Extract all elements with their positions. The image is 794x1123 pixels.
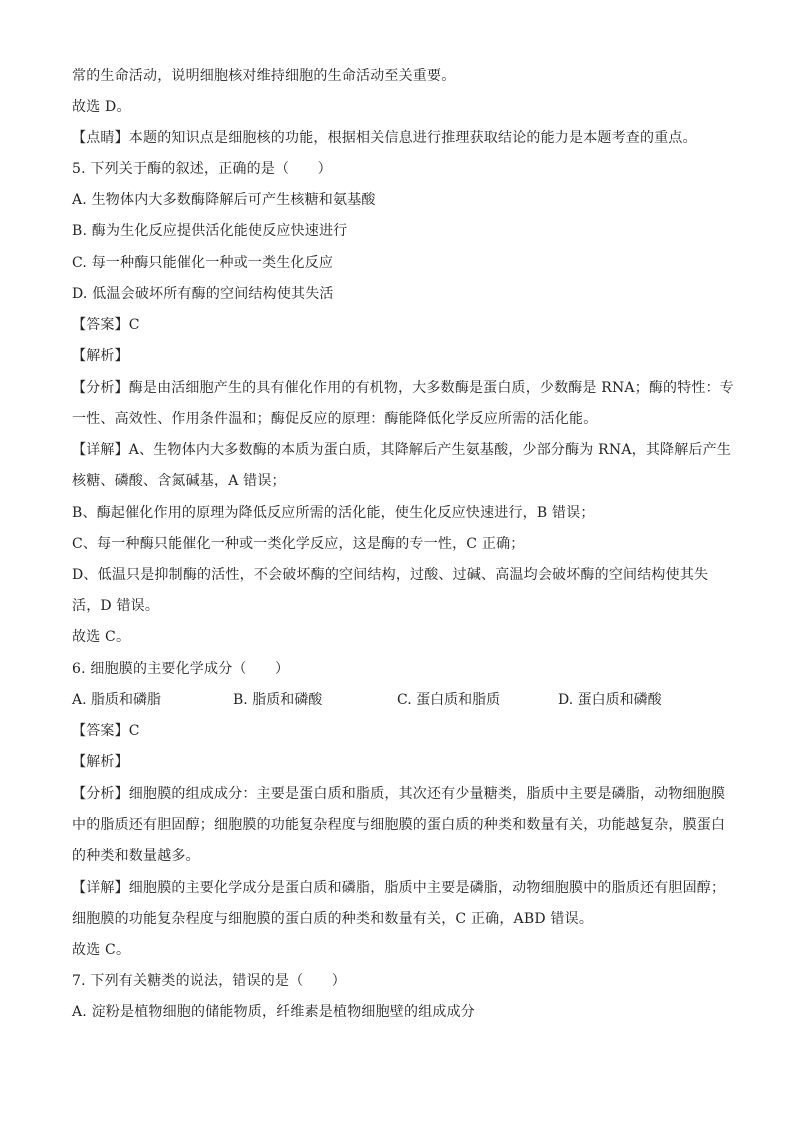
text-line: 一性、高效性、作用条件温和；酶促反应的原理：酶能降低化学反应所需的活化能。 xyxy=(72,411,598,427)
answer-label: 【答案】C xyxy=(72,723,140,739)
text-line: 常的生命活动，说明细胞核对维持细胞的生命活动至关重要。 xyxy=(72,68,456,84)
question-5-option-b: B. 酶为生化反应提供活化能使反应快速进行 xyxy=(72,223,348,239)
text-line: D、低温只是抑制酶的活性，不会破坏酶的空间结构，过酸、过碱、高温均会破坏酶的空间结构使其失 xyxy=(72,567,709,583)
question-6-option-d: D. 蛋白质和磷酸 xyxy=(558,692,662,708)
question-5-option-d: D. 低温会破坏所有酶的空间结构使其失活 xyxy=(72,286,334,302)
text-line: C、每一种酶只能催化一种或一类化学反应，这是酶的专一性，C 正确； xyxy=(72,536,525,552)
text-line: 故选 D。 xyxy=(72,99,131,115)
question-5-stem: 5. 下列关于酶的叙述，正确的是（ ） xyxy=(72,161,332,177)
question-7-stem: 7. 下列有关糖类的说法，错误的是（ ） xyxy=(72,973,347,989)
text-line: 【分析】细胞膜的组成成分：主要是蛋白质和脂质，其次还有少量糖类，脂质中主要是磷脂，动物细胞膜 xyxy=(72,786,726,802)
analysis-label: 【解析】 xyxy=(72,754,129,770)
text-line: 【点睛】本题的知识点是细胞核的功能，根据相关信息进行推理获取结论的能力是本题考查的重点。 xyxy=(72,130,697,146)
text-line: 【详解】A、生物体内大多数酶的本质为蛋白质，其降解后产生氨基酸，少部分酶为 RNA，其降解后产生 xyxy=(72,442,732,458)
question-6-option-a: A. 脂质和磷脂 xyxy=(72,692,162,708)
text-line: 中的脂质还有胆固醇；细胞膜的功能复杂程度与细胞膜的蛋白质的种类和数量有关，功能越复杂，膜蛋白 xyxy=(72,817,726,833)
text-line: 细胞膜的功能复杂程度与细胞膜的蛋白质的种类和数量有关，C 正确，ABD 错误。 xyxy=(72,911,594,927)
question-5-option-a: A. 生物体内大多数酶降解后可产生核糖和氨基酸 xyxy=(72,192,376,208)
text-line: 【分析】酶是由活细胞产生的具有催化作用的有机物，大多数酶是蛋白质，少数酶是 RNA；酶的特性：专 xyxy=(72,380,734,396)
answer-label: 【答案】C xyxy=(72,317,140,333)
text-line: 【详解】细胞膜的主要化学成分是蛋白质和磷脂，脂质中主要是磷脂，动物细胞膜中的脂质还有胆固醇； xyxy=(72,880,726,896)
text-line: 故选 C。 xyxy=(72,629,131,645)
question-6-option-b: B. 脂质和磷酸 xyxy=(233,692,323,708)
question-6-option-c: C. 蛋白质和脂质 xyxy=(397,692,501,708)
text-line: 故选 C。 xyxy=(72,942,131,958)
text-line: B、酶起催化作用的原理为降低反应所需的活化能，使生化反应快速进行，B 错误； xyxy=(72,505,595,521)
text-line: 活，D 错误。 xyxy=(72,598,160,614)
question-7-option-a: A. 淀粉是植物细胞的储能物质，纤维素是植物细胞壁的组成成分 xyxy=(72,1004,476,1020)
analysis-label: 【解析】 xyxy=(72,348,129,364)
question-6-stem: 6. 细胞膜的主要化学成分（ ） xyxy=(72,661,290,677)
text-line: 核糖、磷酸、含氮碱基，A 错误； xyxy=(72,473,286,489)
text-line: 的种类和数量越多。 xyxy=(72,848,200,864)
question-5-option-c: C. 每一种酶只能催化一种或一类生化反应 xyxy=(72,255,334,271)
